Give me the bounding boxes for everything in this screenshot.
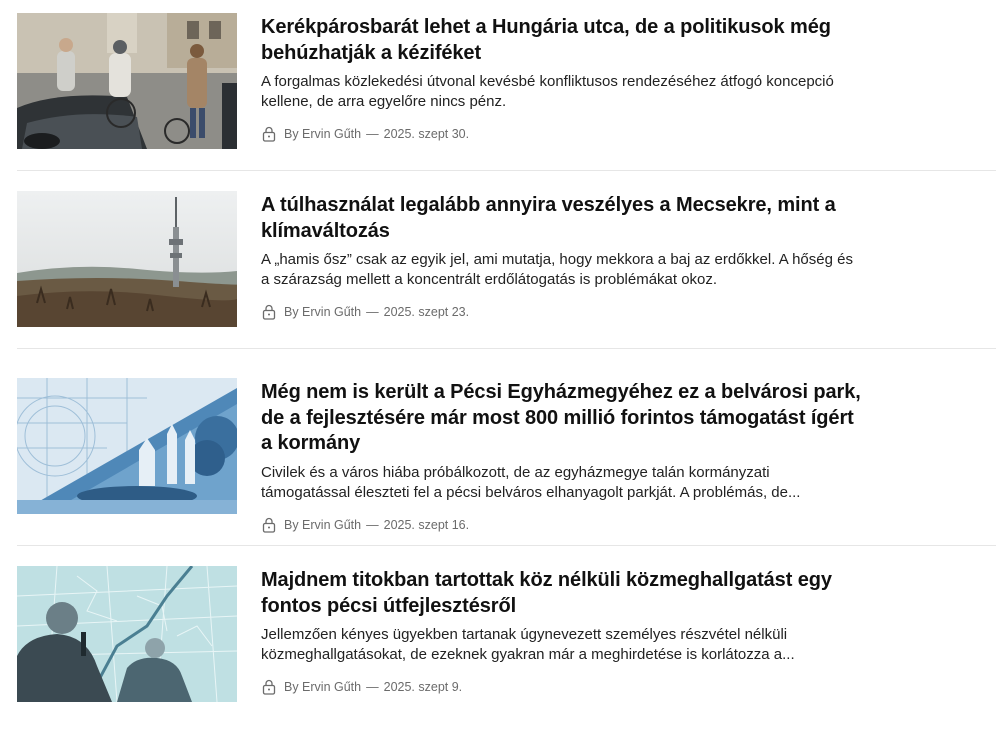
article-author[interactable]: By Ervin Gűth [284,127,362,141]
article-body [261,378,861,545]
article-author[interactable]: By Ervin Gűth [284,680,362,694]
article-author[interactable]: By Ervin Gűth [284,517,362,532]
article-meta [261,679,861,695]
article-title[interactable]: A túlhasználat legalább annyira veszélyes a Mecsekre, mint a klímaváltozás [261,194,836,242]
article-title[interactable]: Kerékpárosbarát lehet a Hungária utca, de a politikusok még behúzhatják a kéziféket [261,16,831,64]
article-card [17,546,996,726]
mecsek-tower-image [17,191,237,327]
lock-icon [262,304,276,320]
article-card [17,13,996,171]
article-body [261,566,861,726]
article-feed [17,13,996,726]
article-date: 2025. szept 30. [383,127,470,141]
article-title[interactable]: Még nem is került a Pécsi Egyházmegyéhez ez a belvárosi park, de a fejlesztésére már most 800 millió forintos támogatást ígért a kormány [261,381,861,454]
public-hearing-map-image [17,566,237,702]
lock-icon [262,517,276,533]
meta-separator: — [366,680,379,694]
article-thumbnail-street[interactable] [17,13,237,149]
article-card [17,171,996,349]
meta-separator: — [366,305,379,319]
article-title[interactable]: Majdnem titokban tartottak köz nélküli közmeghallgatást egy fontos pécsi útfejlesztésről [261,569,832,617]
article-excerpt: A „hamis ősz” csak az egyik jel, ami mutatja, hogy mekkora a baj az erdőkkel. A hőség és a szárazság mellett a koncentrált erdőlátogatás is problémákat okoz. [261,251,853,288]
article-excerpt: Civilek és a város hiába próbálkozott, de az egyházmegye talán kormányzati támogatással éleszteti fel a pécsi belváros elhanyagolt parkját. A problémás, de... [261,463,801,501]
lock-icon [262,679,276,695]
article-meta [261,517,861,533]
article-card [17,349,996,546]
article-thumbnail-hearing[interactable] [17,566,237,702]
article-meta [261,126,861,142]
article-thumbnail-tower[interactable] [17,191,237,327]
park-church-collage-image [17,378,237,514]
article-body [261,13,861,170]
article-excerpt: A forgalmas közlekedési útvonal kevésbé konfliktusos rendezéséhez átfogó koncepció kellene, de arra egyelőre nincs pénz. [261,73,834,110]
article-date: 2025. szept 16. [383,517,470,532]
article-date: 2025. szept 23. [383,305,470,319]
meta-separator: — [366,517,379,532]
article-date: 2025. szept 9. [383,680,463,694]
article-thumbnail-park[interactable] [17,378,237,514]
article-meta [261,304,861,320]
article-author[interactable]: By Ervin Gűth [284,305,362,319]
meta-separator: — [366,127,379,141]
lock-icon [262,126,276,142]
street-cyclists-image [17,13,237,149]
article-body [261,191,861,348]
article-excerpt: Jellemzően kényes ügyekben tartanak úgynevezett személyes részvétel nélküli közmeghallgatásokat, de ezeknek gyakran már a meghirdetése is korlátozza a... [261,626,795,663]
